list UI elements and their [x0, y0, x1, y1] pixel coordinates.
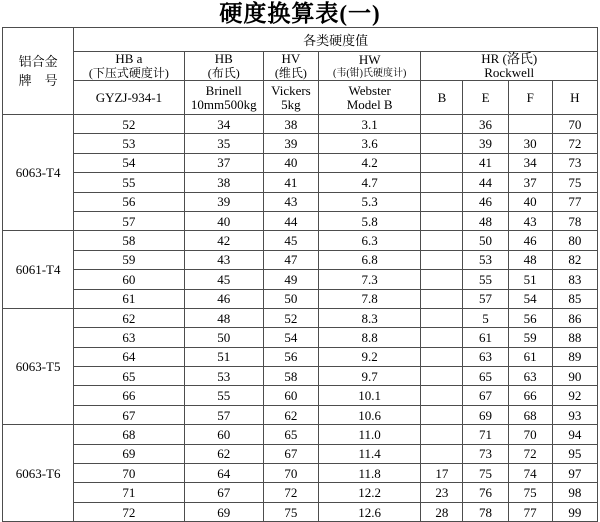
hw-subheader-line1: Webster	[348, 82, 391, 98]
value-cell: 45	[184, 270, 263, 289]
value-cell: 61	[463, 328, 508, 347]
value-cell: 67	[74, 405, 184, 424]
value-cell: 57	[184, 405, 263, 424]
value-cell: 85	[552, 289, 597, 308]
value-cell: 53	[74, 134, 184, 153]
value-cell: 72	[508, 444, 552, 463]
value-cell: 12.6	[319, 502, 421, 521]
value-cell: 38	[263, 115, 318, 134]
value-cell: 9.7	[319, 367, 421, 386]
value-cell: 65	[263, 425, 318, 444]
value-cell: 50	[463, 231, 508, 250]
value-cell: 39	[263, 134, 318, 153]
value-cell: 49	[263, 270, 318, 289]
value-cell: 53	[184, 367, 263, 386]
value-cell: 57	[463, 289, 508, 308]
value-cell: 70	[552, 115, 597, 134]
value-cell: 56	[508, 308, 552, 327]
value-cell: 92	[552, 386, 597, 405]
hba-header-line2: (下压式硬度计)	[88, 66, 169, 80]
value-cell	[421, 425, 463, 444]
value-cell: 8.8	[319, 328, 421, 347]
value-cell: 3.1	[319, 115, 421, 134]
value-cell: 74	[508, 464, 552, 483]
table-row	[3, 211, 598, 230]
value-cell: 47	[263, 250, 318, 269]
value-cell: 72	[74, 502, 184, 521]
table-row	[3, 192, 598, 211]
table-row	[3, 347, 598, 366]
value-cell	[421, 347, 463, 366]
table-row	[3, 308, 598, 327]
value-cell: 46	[463, 192, 508, 211]
value-cell: 40	[508, 192, 552, 211]
table-row	[3, 444, 598, 463]
value-cell: 77	[508, 502, 552, 521]
value-cell: 46	[184, 289, 263, 308]
value-cell: 40	[263, 153, 318, 172]
table-row	[3, 405, 598, 424]
hb-subheader-line2: 10mm500kg	[190, 96, 257, 112]
hba-subheader: GYZJ-934-1	[74, 81, 184, 115]
hv-header-line1: HV	[281, 51, 301, 66]
value-cell: 48	[184, 308, 263, 327]
table-row	[3, 425, 598, 444]
value-cell: 43	[263, 192, 318, 211]
value-cell: 98	[552, 483, 597, 502]
hv-subheader	[263, 81, 318, 115]
hb-subheader-line1: Brinell	[205, 82, 242, 98]
value-cell: 77	[552, 192, 597, 211]
value-cell: 51	[184, 347, 263, 366]
table-row	[3, 328, 598, 347]
alloy-cell: 6063-T6	[3, 425, 74, 522]
value-cell: 40	[184, 211, 263, 230]
hw-subheader-line2: Model B	[346, 96, 393, 112]
value-cell: 60	[263, 386, 318, 405]
header-row-sub	[3, 81, 598, 115]
value-cell: 10.6	[319, 405, 421, 424]
header-row-top	[3, 28, 598, 52]
value-cell: 75	[508, 483, 552, 502]
value-cell	[421, 153, 463, 172]
value-cell: 7.3	[319, 270, 421, 289]
hba-header-line1: HB a	[115, 51, 143, 66]
value-cell: 42	[184, 231, 263, 250]
hr-b-subheader: B	[421, 81, 463, 115]
hb-header-line2: (布氏)	[207, 66, 240, 80]
value-cell: 73	[552, 153, 597, 172]
value-cell: 54	[74, 153, 184, 172]
value-cell: 4.7	[319, 173, 421, 192]
top-header-cell: 各类硬度值	[74, 28, 598, 52]
value-cell: 75	[552, 173, 597, 192]
hw-header-line1: HW	[358, 51, 381, 67]
value-cell: 78	[552, 211, 597, 230]
value-cell	[421, 231, 463, 250]
value-cell: 53	[463, 250, 508, 269]
value-cell: 69	[184, 502, 263, 521]
value-cell: 57	[74, 211, 184, 230]
value-cell: 43	[508, 211, 552, 230]
value-cell: 62	[74, 308, 184, 327]
alloy-cell: 6063-T5	[3, 308, 74, 424]
value-cell: 41	[463, 153, 508, 172]
value-cell: 59	[74, 250, 184, 269]
hardness-conversion-table	[2, 27, 598, 522]
value-cell: 6.8	[319, 250, 421, 269]
value-cell: 72	[263, 483, 318, 502]
hw-header-line2: (韦(钳)氏硬度计)	[333, 67, 407, 79]
value-cell: 5.3	[319, 192, 421, 211]
value-cell: 67	[184, 483, 263, 502]
value-cell: 34	[508, 153, 552, 172]
table-row	[3, 231, 598, 250]
value-cell: 17	[421, 464, 463, 483]
value-cell: 35	[184, 134, 263, 153]
value-cell: 46	[508, 231, 552, 250]
value-cell	[421, 134, 463, 153]
value-cell: 30	[508, 134, 552, 153]
value-cell	[421, 173, 463, 192]
value-cell: 38	[184, 173, 263, 192]
value-cell: 90	[552, 367, 597, 386]
value-cell	[421, 250, 463, 269]
table-row	[3, 134, 598, 153]
value-cell: 4.2	[319, 153, 421, 172]
page-title: 硬度换算表(一)	[219, 1, 381, 26]
value-cell: 64	[184, 464, 263, 483]
value-cell	[421, 405, 463, 424]
value-cell: 58	[263, 367, 318, 386]
alloy-cell: 6061-T4	[3, 231, 74, 309]
table-row	[3, 464, 598, 483]
hb-subheader	[184, 81, 263, 115]
hb-header	[184, 52, 263, 81]
table-row	[3, 289, 598, 308]
hb-header-line1: HB	[214, 51, 233, 66]
value-cell: 50	[184, 328, 263, 347]
alloy-header-line1: 铝合金	[18, 54, 58, 69]
value-cell: 72	[552, 134, 597, 153]
value-cell: 58	[74, 231, 184, 250]
value-cell: 59	[508, 328, 552, 347]
hw-subheader	[319, 81, 421, 115]
value-cell	[421, 328, 463, 347]
value-cell	[421, 192, 463, 211]
value-cell	[421, 386, 463, 405]
value-cell: 67	[463, 386, 508, 405]
alloy-header-line2: 牌 号	[18, 73, 58, 88]
value-cell: 6.3	[319, 231, 421, 250]
value-cell: 52	[74, 115, 184, 134]
value-cell: 5	[463, 308, 508, 327]
hr-e-subheader: E	[463, 81, 508, 115]
value-cell	[421, 211, 463, 230]
value-cell: 9.2	[319, 347, 421, 366]
table-row	[3, 483, 598, 502]
value-cell: 34	[184, 115, 263, 134]
table-row	[3, 115, 598, 134]
value-cell: 7.8	[319, 289, 421, 308]
value-cell: 37	[184, 153, 263, 172]
value-cell: 89	[552, 347, 597, 366]
table-row	[3, 153, 598, 172]
value-cell: 39	[184, 192, 263, 211]
value-cell: 64	[74, 347, 184, 366]
value-cell: 82	[552, 250, 597, 269]
hv-subheader-line2: 5kg	[281, 96, 301, 112]
value-cell: 69	[463, 405, 508, 424]
value-cell: 36	[463, 115, 508, 134]
value-cell: 63	[463, 347, 508, 366]
hw-header	[319, 52, 421, 81]
value-cell: 70	[508, 425, 552, 444]
value-cell: 5.8	[319, 211, 421, 230]
table-row	[3, 250, 598, 269]
hr-header-line1: HR (洛氏)	[481, 51, 538, 66]
value-cell: 62	[263, 405, 318, 424]
value-cell	[421, 367, 463, 386]
hr-header	[421, 52, 598, 81]
value-cell: 94	[552, 425, 597, 444]
value-cell: 11.4	[319, 444, 421, 463]
value-cell: 67	[263, 444, 318, 463]
value-cell: 51	[508, 270, 552, 289]
header-row-scales	[3, 52, 598, 81]
table-row	[3, 270, 598, 289]
hr-header-line2: Rockwell	[484, 65, 535, 80]
value-cell: 44	[263, 211, 318, 230]
value-cell	[508, 115, 552, 134]
value-cell: 69	[74, 444, 184, 463]
value-cell: 61	[508, 347, 552, 366]
value-cell: 54	[263, 328, 318, 347]
value-cell: 66	[74, 386, 184, 405]
value-cell: 75	[263, 502, 318, 521]
value-cell: 50	[263, 289, 318, 308]
value-cell: 56	[263, 347, 318, 366]
value-cell: 55	[463, 270, 508, 289]
value-cell: 76	[463, 483, 508, 502]
value-cell: 78	[463, 502, 508, 521]
value-cell: 71	[463, 425, 508, 444]
table-body	[3, 115, 598, 522]
value-cell: 63	[74, 328, 184, 347]
value-cell: 88	[552, 328, 597, 347]
value-cell: 37	[508, 173, 552, 192]
value-cell: 75	[463, 464, 508, 483]
value-cell: 56	[74, 192, 184, 211]
value-cell	[421, 289, 463, 308]
value-cell: 99	[552, 502, 597, 521]
value-cell: 83	[552, 270, 597, 289]
value-cell: 70	[263, 464, 318, 483]
value-cell: 52	[263, 308, 318, 327]
value-cell: 12.2	[319, 483, 421, 502]
value-cell: 97	[552, 464, 597, 483]
table-row	[3, 367, 598, 386]
hr-h-subheader: H	[552, 81, 597, 115]
table-header	[3, 28, 598, 115]
hv-header	[263, 52, 318, 81]
value-cell: 48	[463, 211, 508, 230]
hba-header	[74, 52, 184, 81]
value-cell: 80	[552, 231, 597, 250]
value-cell: 60	[74, 270, 184, 289]
value-cell: 86	[552, 308, 597, 327]
value-cell: 93	[552, 405, 597, 424]
alloy-cell: 6063-T4	[3, 115, 74, 231]
value-cell: 54	[508, 289, 552, 308]
value-cell: 41	[263, 173, 318, 192]
value-cell: 60	[184, 425, 263, 444]
table-row	[3, 502, 598, 521]
table-row	[3, 173, 598, 192]
value-cell: 66	[508, 386, 552, 405]
value-cell: 11.0	[319, 425, 421, 444]
value-cell: 73	[463, 444, 508, 463]
value-cell: 70	[74, 464, 184, 483]
value-cell: 55	[184, 386, 263, 405]
value-cell: 61	[74, 289, 184, 308]
alloy-column-header	[3, 28, 74, 115]
value-cell	[421, 115, 463, 134]
value-cell: 62	[184, 444, 263, 463]
value-cell: 3.6	[319, 134, 421, 153]
value-cell: 65	[463, 367, 508, 386]
value-cell: 71	[74, 483, 184, 502]
value-cell	[421, 270, 463, 289]
value-cell: 10.1	[319, 386, 421, 405]
hv-header-line2: (维氏)	[274, 66, 307, 80]
hv-subheader-line1: Vickers	[271, 82, 311, 98]
value-cell: 39	[463, 134, 508, 153]
value-cell: 48	[508, 250, 552, 269]
hr-f-subheader: F	[508, 81, 552, 115]
value-cell: 44	[463, 173, 508, 192]
value-cell	[421, 308, 463, 327]
value-cell: 68	[508, 405, 552, 424]
value-cell: 28	[421, 502, 463, 521]
value-cell	[421, 444, 463, 463]
value-cell: 8.3	[319, 308, 421, 327]
value-cell: 95	[552, 444, 597, 463]
value-cell: 45	[263, 231, 318, 250]
value-cell: 11.8	[319, 464, 421, 483]
value-cell: 55	[74, 173, 184, 192]
value-cell: 43	[184, 250, 263, 269]
value-cell: 23	[421, 483, 463, 502]
value-cell: 63	[508, 367, 552, 386]
value-cell: 68	[74, 425, 184, 444]
value-cell: 65	[74, 367, 184, 386]
table-row	[3, 386, 598, 405]
